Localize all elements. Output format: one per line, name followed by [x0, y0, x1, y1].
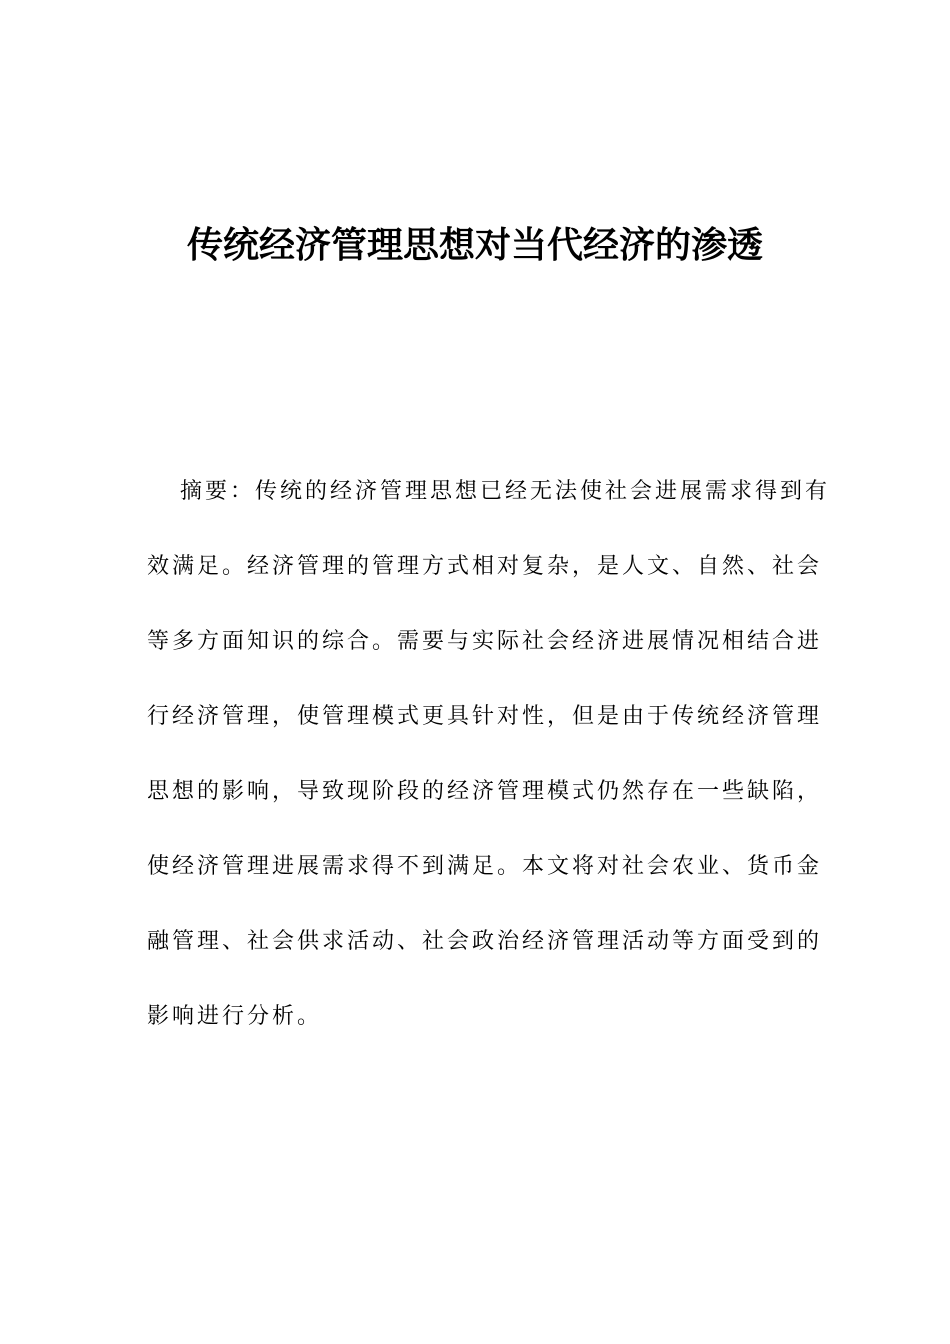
abstract-paragraph [147, 454, 831, 1054]
abstract-line: 摘要：传统的经济管理思想已经无法使社会进展需求得到有 [180, 479, 831, 504]
abstract-line: 使经济管理进展需求得不到满足。本文将对社会农业、货币金 [147, 854, 823, 879]
abstract-line: 影响进行分析。 [147, 1004, 323, 1029]
document-title: 传统经济管理思想对当代经济的渗透 [186, 225, 763, 266]
abstract-line: 等多方面知识的综合。需要与实际社会经济进展情况相结合进 [147, 629, 823, 654]
abstract-line: 行经济管理，使管理模式更具针对性，但是由于传统经济管理 [147, 704, 823, 729]
abstract-line: 效满足。经济管理的管理方式相对复杂，是人文、自然、社会 [147, 554, 823, 579]
abstract-line: 思想的影响，导致现阶段的经济管理模式仍然存在一些缺陷， [147, 779, 823, 804]
abstract-line: 融管理、社会供求活动、社会政治经济管理活动等方面受到的 [147, 929, 823, 954]
